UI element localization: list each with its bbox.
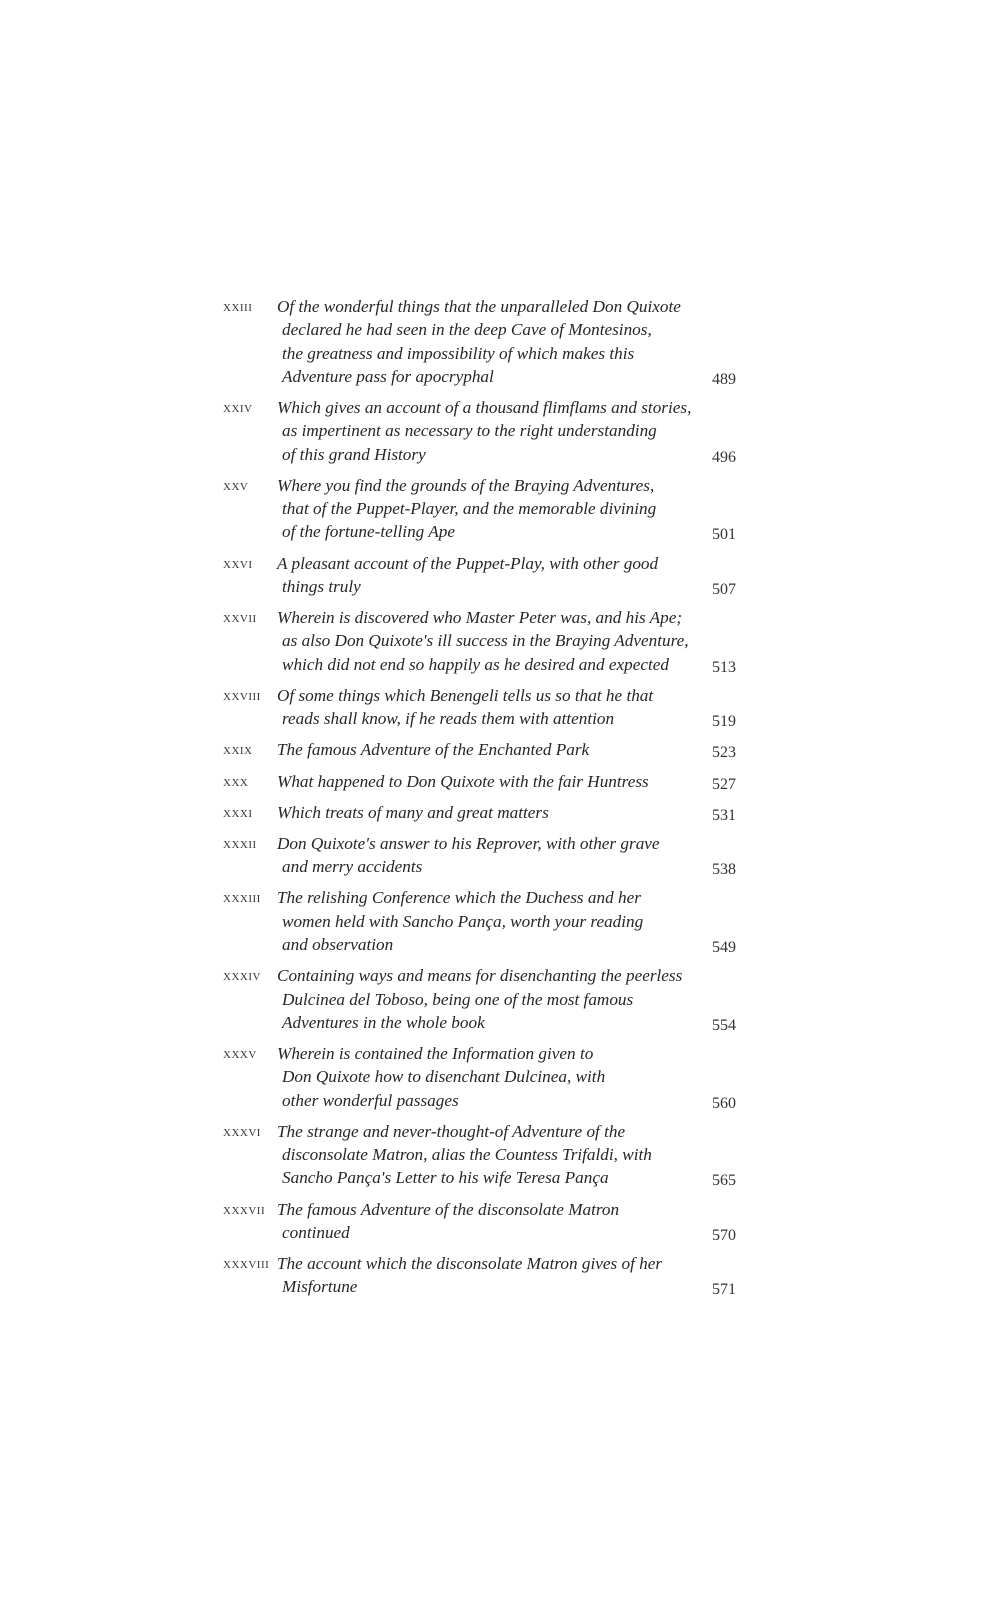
chapter-numeral: xxx — [223, 772, 249, 790]
chapter-title — [277, 552, 697, 599]
chapter-numeral: xxv — [223, 476, 249, 494]
chapter-title-line: which did not end so happily as he desired and expected — [282, 654, 669, 674]
chapter-title — [277, 738, 697, 761]
chapter-title-line: women held with Sancho Pança, worth your reading — [282, 911, 644, 931]
chapter-title-line: Adventures in the whole book — [282, 1012, 485, 1032]
chapter-title-line: things truly — [282, 576, 361, 596]
chapter-numeral: xxviii — [223, 686, 261, 704]
chapter-title-line: Sancho Pança's Letter to his wife Teresa Pança — [282, 1168, 609, 1188]
chapter-numeral: xxiii — [223, 298, 253, 315]
chapter-title-line: The famous Adventure of the Enchanted Park — [277, 740, 590, 760]
page-number: 531 — [712, 806, 736, 824]
page-number: 501 — [712, 526, 736, 544]
toc-entry — [223, 832, 753, 879]
toc-entry — [223, 1120, 753, 1190]
chapter-title-line: Which treats of many and great matters — [277, 802, 549, 822]
page-number: 560 — [712, 1094, 736, 1112]
chapter-title — [277, 396, 697, 466]
chapter-title-line: The strange and never-thought-of Adventure of the — [277, 1121, 626, 1141]
toc-entry — [223, 1042, 753, 1112]
chapter-title — [277, 295, 697, 388]
chapter-title-line: Of the wonderful things that the unparalleled Don Quixote — [277, 297, 681, 316]
chapter-title-line: Containing ways and means for disenchanting the peerless — [277, 966, 683, 986]
chapter-title-line: The account which the disconsolate Matron gives of her — [277, 1254, 663, 1274]
chapter-title-line: Dulcinea del Toboso, being one of the most famous — [282, 989, 634, 1009]
chapter-title-line: and merry accidents — [282, 857, 423, 877]
chapter-title-line: reads shall know, if he reads them with attention — [282, 709, 615, 729]
chapter-title-line: Wherein is discovered who Master Peter was, and his Ape; — [277, 608, 683, 628]
toc-entry — [223, 684, 753, 731]
page-number: 496 — [712, 448, 736, 466]
chapter-title — [277, 770, 697, 793]
chapter-title-line: Don Quixote's answer to his Reprover, with other grave — [277, 833, 660, 853]
page-number: 554 — [712, 1016, 736, 1034]
chapter-title-line: of this grand History — [282, 444, 426, 464]
chapter-title-line: Which gives an account of a thousand flimflams and stories, — [277, 398, 692, 418]
chapter-title — [277, 684, 697, 731]
chapter-numeral: xxxiii — [223, 889, 261, 907]
toc-entry — [223, 964, 753, 1034]
toc-entry — [223, 295, 753, 388]
chapter-title-line: disconsolate Matron, alias the Countess Trifaldi, with — [282, 1145, 652, 1165]
toc-entry — [223, 396, 753, 466]
toc-entry — [223, 738, 753, 761]
toc-entry — [223, 1252, 753, 1299]
page-number: 527 — [712, 775, 736, 793]
chapter-title-line: The famous Adventure of the disconsolate Matron — [277, 1199, 620, 1219]
page-number: 565 — [712, 1172, 736, 1190]
table-of-contents — [223, 295, 753, 1307]
toc-entry — [223, 886, 753, 956]
toc-entry — [223, 474, 753, 544]
chapter-title-line: Wherein is contained the Information given to — [277, 1044, 594, 1063]
chapter-numeral: xxxii — [223, 834, 257, 852]
chapter-numeral: xxvii — [223, 609, 257, 627]
chapter-numeral: xxix — [223, 741, 253, 759]
chapter-numeral: xxxvii — [223, 1200, 266, 1218]
page-number: 571 — [712, 1281, 736, 1299]
chapter-title-line: declared he had seen in the deep Cave of Montesinos, — [282, 320, 652, 340]
chapter-title — [277, 1252, 697, 1299]
chapter-title-line: of the fortune-telling Ape — [282, 522, 455, 542]
toc-entry — [223, 606, 753, 676]
chapter-title-line: as impertinent as necessary to the right understanding — [282, 421, 657, 441]
page-number: 570 — [712, 1226, 736, 1244]
chapter-title — [277, 801, 697, 824]
chapter-numeral: xxxvi — [223, 1122, 261, 1140]
page-number: 523 — [712, 744, 736, 762]
chapter-title — [277, 1198, 697, 1245]
chapter-title-line: as also Don Quixote's ill success in the Braying Adventure, — [282, 631, 689, 651]
toc-entry — [223, 552, 753, 599]
page-number: 538 — [712, 861, 736, 879]
chapter-title-line: Where you find the grounds of the Braying Adventures, — [277, 475, 655, 495]
chapter-title — [277, 474, 697, 544]
chapter-title — [277, 1042, 697, 1112]
chapter-title-line: Adventure pass for apocryphal — [282, 366, 494, 386]
chapter-numeral: xxxi — [223, 803, 253, 821]
page-number: 507 — [712, 580, 736, 598]
toc-entry — [223, 801, 753, 824]
page-number: 489 — [712, 370, 736, 388]
chapter-title-line: Don Quixote how to disenchant Dulcinea, with — [282, 1067, 606, 1087]
page-number: 519 — [712, 713, 736, 731]
chapter-title — [277, 832, 697, 879]
page-number: 549 — [712, 939, 736, 957]
chapter-title-line: Misfortune — [282, 1277, 358, 1297]
chapter-title-line: and observation — [282, 935, 394, 955]
chapter-numeral: xxxviii — [223, 1255, 270, 1273]
chapter-title-line: What happened to Don Quixote with the fair Huntress — [277, 771, 649, 791]
chapter-title-line: A pleasant account of the Puppet-Play, with other good — [277, 553, 659, 573]
toc-entry — [223, 1198, 753, 1245]
toc-entry — [223, 770, 753, 793]
chapter-title-line: Of some things which Benengeli tells us so that he that — [277, 685, 654, 705]
page-number: 513 — [712, 658, 736, 676]
chapter-title — [277, 606, 697, 676]
chapter-title — [277, 1120, 697, 1190]
chapter-numeral: xxxiv — [223, 967, 261, 985]
chapter-numeral: xxiv — [223, 399, 253, 417]
chapter-title-line: that of the Puppet-Player, and the memorable divining — [282, 499, 657, 519]
chapter-title-line: other wonderful passages — [282, 1090, 459, 1110]
chapter-numeral: xxxv — [223, 1045, 257, 1062]
chapter-numeral: xxvi — [223, 554, 253, 572]
chapter-title-line: The relishing Conference which the Duchess and her — [277, 888, 641, 908]
chapter-title-line: the greatness and impossibility of which makes this — [282, 343, 635, 363]
chapter-title — [277, 964, 697, 1034]
chapter-title — [277, 886, 697, 956]
chapter-title-line: continued — [282, 1222, 350, 1242]
